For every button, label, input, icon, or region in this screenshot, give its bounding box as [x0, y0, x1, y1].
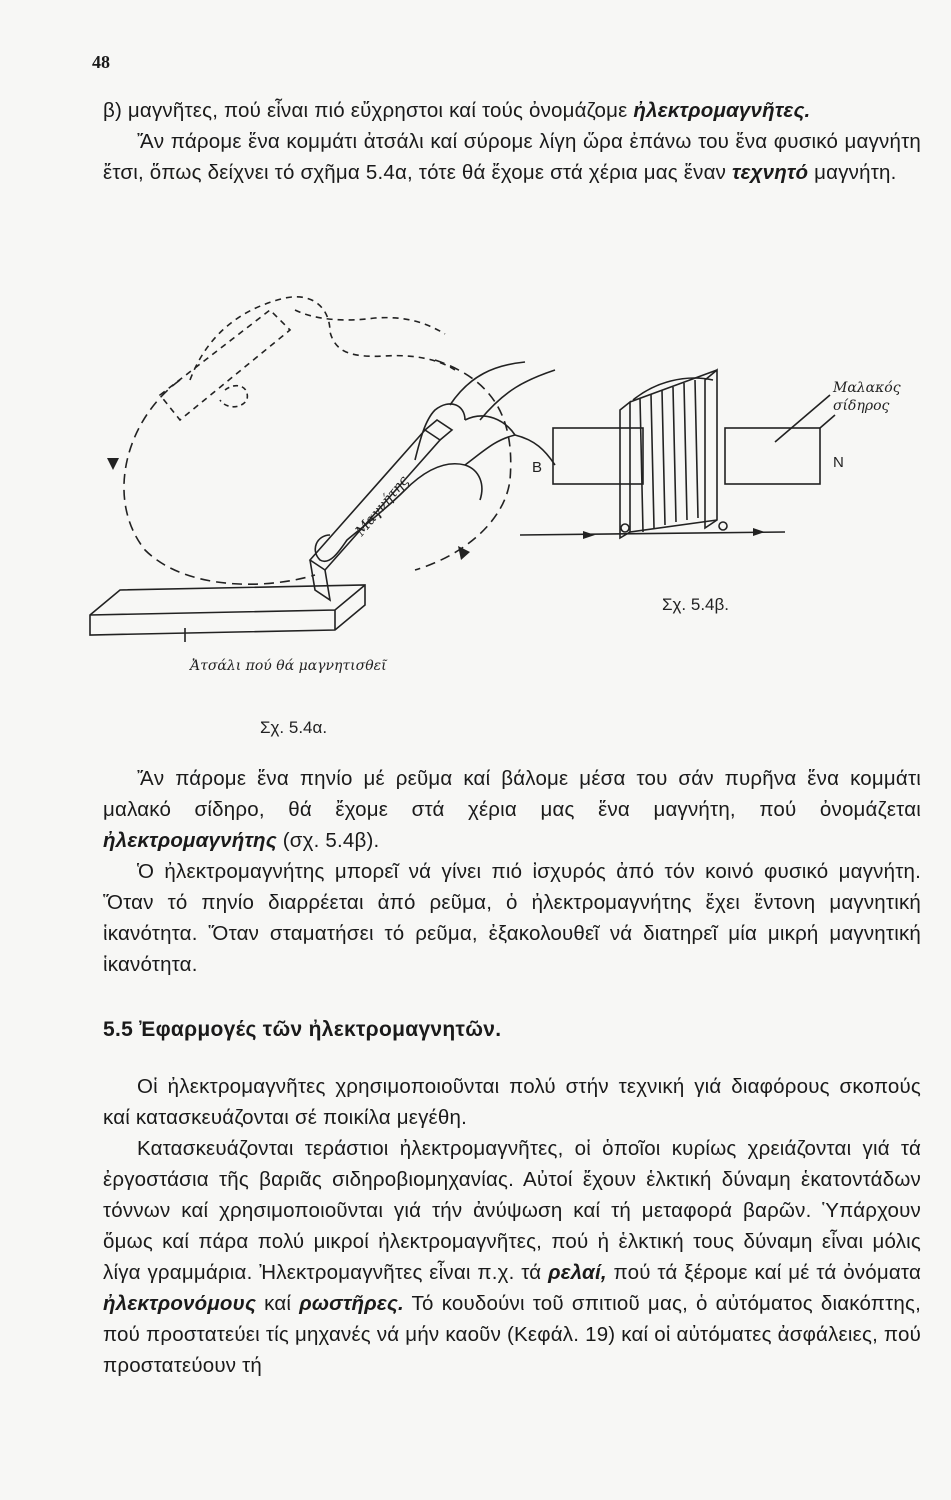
- strength-paragraph: Ὁ ἠλεκτρομαγνήτης μπορεῖ νά γίνει πιό ἰσχυρός ἀπό τόν κοινό φυσικό μαγνήτη. Ὅταν τό πηνίο διαρρέεται ἀπό ρεῦμα, ὁ ἠλεκτρομαγνήτης ἔχει ἔντονη μαγνητική ἱκανότητα. Ὅταν σταματήσει τό ρεῦμα, ἐξακολουθεῖ νά διατηρεῖ μία μικρή μαγνητική ἱκανότητα.: [103, 860, 921, 976]
- section-heading: 5.5 Ἐφαρμογές τῶν ἠλεκτρομαγνητῶν.: [103, 1018, 502, 1041]
- applications-paragraphs: [103, 1071, 921, 1381]
- coil-frame: [620, 402, 630, 538]
- motion-arc: [124, 380, 315, 584]
- usage-paragraph: Οἱ ἠλεκτρομαγνῆτες χρησιμοποιοῦνται πολύ στήν τεχνική γιά διαφόρους σκοπούς καί κατασκευάζονται σέ ποικίλα μεγέθη.: [103, 1075, 921, 1129]
- term-electromagnets: ἠλεκτρομαγνῆτες.: [633, 99, 811, 122]
- soft-iron-label-2: σίδηρος: [833, 398, 890, 414]
- term-relays: ρελαί,: [548, 1261, 607, 1284]
- term-electromagnet: ἠλεκτρομαγνήτης: [103, 829, 277, 852]
- soft-iron-label-1: Μαλακός: [833, 380, 901, 396]
- iron-right: [725, 428, 820, 484]
- examples-paragraph: Κατασκευάζονται τεράστιοι ἠλεκτρομαγνῆτες, οἱ ὁποῖοι κυρίως χρειάζονται γιά τά ἐργοστάσια τῆς βαριᾶς σιδηροβιομηχανίας. Αὐτοί ἔχουν ἑλκτική δύναμη ἑκατοντάδων τόννων καί χρησιμοποιοῦνται γιά τήν ἀνύψωση καί τή μεταφορά βαρῶν. Ὑπάρχουν ὅμως καί πάρα πολύ μικροί ἠλεκτρομαγνῆτες, πού ἡ ἑλκτική τους δύναμη εἶναι μόλις λίγα γραμμάρια. Ἠλεκτρομαγνῆτες εἶναι π.χ. τά ρελαί, πού τά ξέρομε καί μέ τά ὀνόματα ἠλεκτρονόμους καί ρωστῆρες. Τό κουδούνι τοῦ σπιτιοῦ μας, ὁ αὐτόματος διακόπτης, πού προστατεύει τίς μηχανές νά μήν καοῦν (Κεφάλ. 19) καί οἱ αὐτόματες ἀσφάλειες, πού προστατεύουν τή: [103, 1137, 921, 1377]
- electromagnet-paragraph: Ἄν πάρομε ἕνα πηνίο μέ ρεῦμα καί βάλομε μέσα του σάν πυρῆνα ἕνα κομμάτι μαλακό σίδηρο, θά ἔχομε στά χέρια μας ἕνα μαγνήτη, πού ὀνομάζεται ἠλεκτρομαγνήτης (σχ. 5.4β).: [103, 767, 921, 852]
- caption-5-4a: Σχ. 5.4α.: [260, 718, 328, 737]
- beta-item: β) μαγνῆτες, πού εἶναι πιό εὔχρηστοι καί τούς ὀνομάζομε ἠλεκτρομαγνῆτες.: [103, 99, 811, 122]
- coil-windings: [640, 380, 698, 532]
- magnet-bar-shape: [310, 430, 440, 570]
- pole-b: B: [532, 459, 543, 476]
- caption-5-4b: Σχ. 5.4β.: [662, 595, 730, 614]
- magnet-label: Μαγνήτης: [352, 473, 412, 540]
- term-rostires: ρωστῆρες.: [299, 1292, 404, 1315]
- hand-shape: [315, 404, 555, 561]
- term-artificial: τεχνητό: [731, 161, 809, 184]
- ghost-magnet: [160, 310, 290, 420]
- body-paragraphs: [103, 763, 921, 980]
- artificial-magnet-paragraph: Ἄν πάρομε ἕνα κομμάτι ἀτσάλι καί σύρομε λίγη ὥρα ἐπάνω του ἕνα φυσικό μαγνήτη ἔτσι, ὅπως δείχνει τό σχῆμα 5.4α, τότε θά ἔχομε στά χέρια μας ἕναν τεχνητό μαγνήτη.: [103, 130, 921, 184]
- pole-n: N: [833, 454, 844, 471]
- steel-label: Ἀτσάλι πού θά μαγνητισθεῖ: [190, 658, 387, 674]
- intro-paragraphs: [103, 95, 921, 188]
- term-electronomous: ἠλεκτρονόμους: [103, 1292, 257, 1315]
- page-number: 48: [92, 52, 110, 72]
- figure-area: [85, 270, 945, 750]
- figure-svg: [85, 270, 945, 750]
- ghost-hand: [190, 297, 455, 380]
